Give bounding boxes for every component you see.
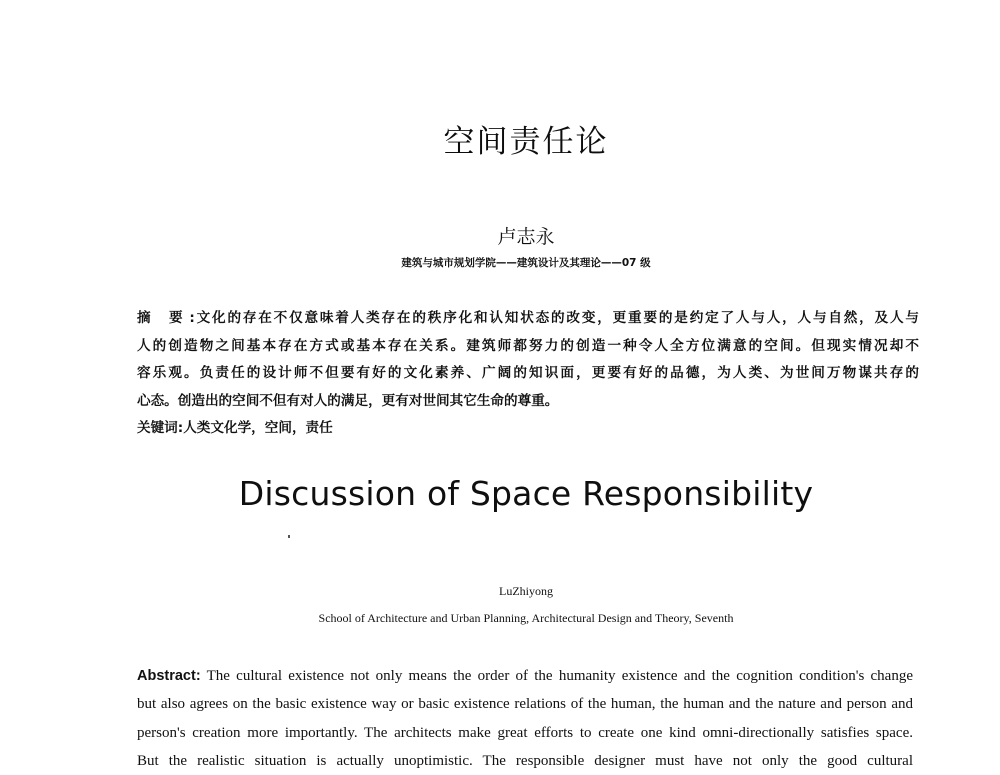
english-title: Discussion of Space Responsibility bbox=[238, 474, 814, 513]
english-abstract-label: Abstract: bbox=[137, 668, 201, 684]
scan-artifact-dot bbox=[288, 535, 290, 538]
chinese-keywords bbox=[137, 415, 333, 442]
english-abstract-line-4: But the realistic situation is actually unoptimistic. The responsible designer must have not only the good cultural bbox=[137, 752, 913, 769]
chinese-keywords-separator: : bbox=[177, 420, 184, 436]
chinese-keywords-text: 人类文化学，空间，责任 bbox=[183, 420, 333, 436]
english-author: LuZhiyong bbox=[499, 584, 553, 598]
chinese-abstract-separator: : bbox=[189, 310, 195, 326]
chinese-title: 空间责任论 bbox=[443, 124, 609, 160]
chinese-keywords-label: 关键词 bbox=[137, 420, 178, 436]
chinese-affiliation: 建筑与城市规划学院——建筑设计及其理论——07 级 bbox=[401, 257, 651, 269]
chinese-author: 卢志永 bbox=[497, 226, 555, 248]
english-abstract-line-2: but also agrees on the basic existence way or basic existence relations of the human, the human and the nature and person and bbox=[137, 696, 913, 713]
english-abstract-text: The cultural existence not only means the order of the humanity existence and the cognition condition's change bbox=[206, 668, 913, 684]
english-affiliation: School of Architecture and Urban Planning, Architectural Design and Theory, Seventh bbox=[318, 611, 734, 625]
chinese-abstract-line-1 bbox=[137, 305, 919, 333]
chinese-abstract-label: 摘 要 bbox=[137, 310, 190, 326]
chinese-abstract-line-4: 心态。创造出的空间不但有对人的满足，更有对世间其它生命的尊重。 bbox=[137, 392, 559, 409]
english-abstract-line-3: person's creation more importantly. The architects make great efforts to create one kind omni-directionally satisfies space. bbox=[137, 724, 913, 741]
chinese-abstract-line-3: 容乐观。负责任的设计师不但要有好的文化素养、广阔的知识面，更要有好的品德，为人类、为世间万物谋共存的 bbox=[137, 365, 919, 381]
chinese-abstract-text: 文化的存在不仅意味着人类存在的秩序化和认知状态的改变，更重要的是约定了人与人，人与自然，及人与 bbox=[194, 310, 920, 326]
chinese-abstract-line-2: 人的创造物之间基本存在方式或基本存在关系。建筑师都努力的创造一种令人全方位满意的空间。但现实情况却不 bbox=[137, 337, 919, 354]
english-abstract bbox=[137, 662, 913, 775]
chinese-abstract bbox=[137, 305, 919, 415]
english-abstract-line-1 bbox=[137, 662, 913, 690]
